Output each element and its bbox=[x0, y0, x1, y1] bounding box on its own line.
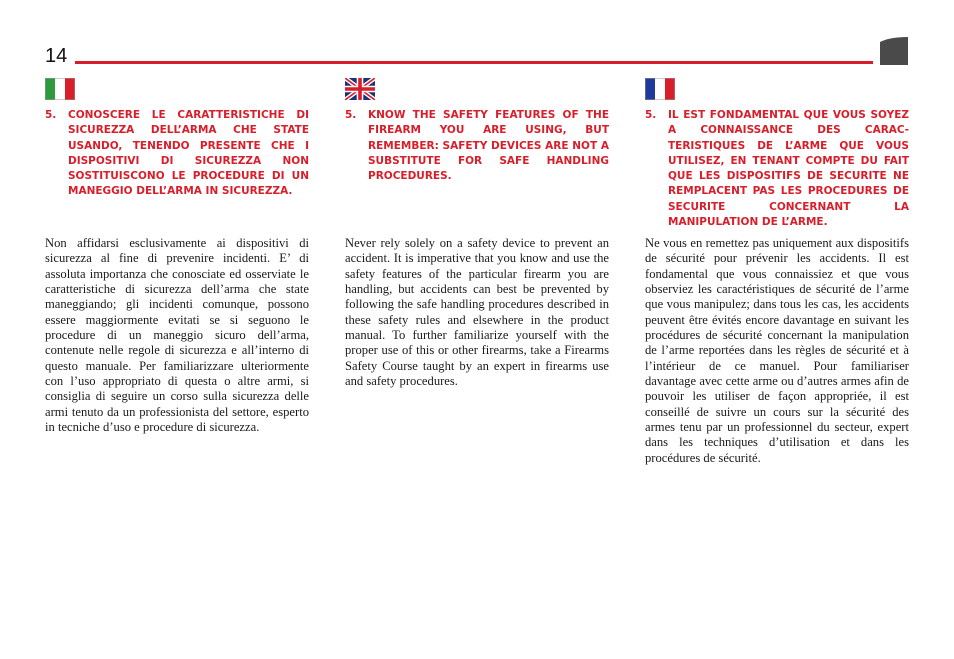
column-italian bbox=[45, 78, 309, 435]
heading-text: IL EST FONDAMENTAL QUE VOUS SOYEZ A CONNAISSANCE DES CARACTERISTIQUES DE L’ARME QUE VOUS UTILISEZ, EN TENANT COMPTE DU FAIT QUE LES DISPOSITIFS DE SECURITE NE REMPLACENT PAS LES PROCEDURES DE SECURITE CONCERNANT LA MANIPULATION DE L’ARME. bbox=[668, 109, 909, 229]
section-heading bbox=[645, 108, 909, 230]
column-french bbox=[645, 78, 909, 465]
body-paragraph: Never rely solely on a safety device to prevent an accident. It is imperative that you know and use the safety features of the particular firearm you are handling, but accidents can best be prevented by following the safe handling procedures described in these safety rules and elsewhere in the product manual. To further familiarize yourself with the proper use of this or other firearms, take a Firearms Safety Course taught by an expert in firearms use and safety procedures. bbox=[345, 236, 609, 389]
heading-number: 5. bbox=[45, 109, 57, 121]
page-number: 14 bbox=[45, 45, 68, 67]
body-paragraph: Ne vous en remettez pas uniquement aux dispositifs de sécurité pour prévenir les accidents. Il est fondamental que vous connaissiez et que vous observiez les caractéristiques de sécurité de l’arme que vous manipulez; dans tous les cas, les accidents peuvent être évités encore davantage en suivant les procédures de sécurité concernant la manipulation de l’arme reportées dans les règles de sécurité et à l’intérieur de ce manuel. Pour familiariser davantage avec cette arme ou d’autres armes afin de pouvoir les utiliser de façon appropriée, il est conseillé de suivre un cours sur la sécurité des armes tenu par un professionnel du secteur, expert dans les techniques d’utilisation et dans les procédures de sécurité. bbox=[645, 236, 909, 465]
section-heading bbox=[345, 108, 609, 184]
column-english bbox=[345, 78, 609, 389]
page-corner-tab bbox=[880, 37, 908, 65]
section-heading bbox=[45, 108, 309, 200]
uk-flag-icon bbox=[345, 78, 375, 100]
heading-number: 5. bbox=[345, 109, 357, 121]
heading-number: 5. bbox=[645, 109, 657, 121]
body-paragraph: Non affidarsi esclusivamente ai dispositivi di sicurezza al fine di prevenire incidenti. E’ di assoluta importanza che conosciate ed osserviate le caratteristiche di sicurezza dell’arma che state maneggiando; gli incidenti comunque, possono essere maggiormente evitati se si seguono le procedure di un maneggio sicuro dell’arma, contenute nelle regole di sicurezza e all’interno di questo manuale. Per familiarizzare ulteriormente con l’uso appropriato di questa o altre armi, si consiglia di seguire un corso sulla sicurezza delle armi tenuto da un professionista del settore, esperto in tecniche d’uso e procedure di sicurezza. bbox=[45, 236, 309, 435]
heading-text: CONOSCERE LE CARATTERISTICHE DI SICUREZZA DELL’ARMA CHE STATE USANDO, TENENDO PRESENTE CHE I DISPOSITIVI DI SICUREZZA NON SOSTITUISCONO LE PROCEDURE DI UN MANEGGIO DELL’ARMA IN SICUREZZA. bbox=[68, 109, 309, 198]
italy-flag-icon bbox=[45, 78, 75, 100]
heading-text: KNOW THE SAFETY FEATURES OF THE FIREARM YOU ARE USING, BUT REMEMBER: SAFETY DEVICES ARE NOT A SUBSTITUTE FOR SAFE HANDLING PROCEDURES. bbox=[368, 109, 609, 183]
france-flag-icon bbox=[645, 78, 675, 100]
header-rule bbox=[75, 61, 873, 64]
